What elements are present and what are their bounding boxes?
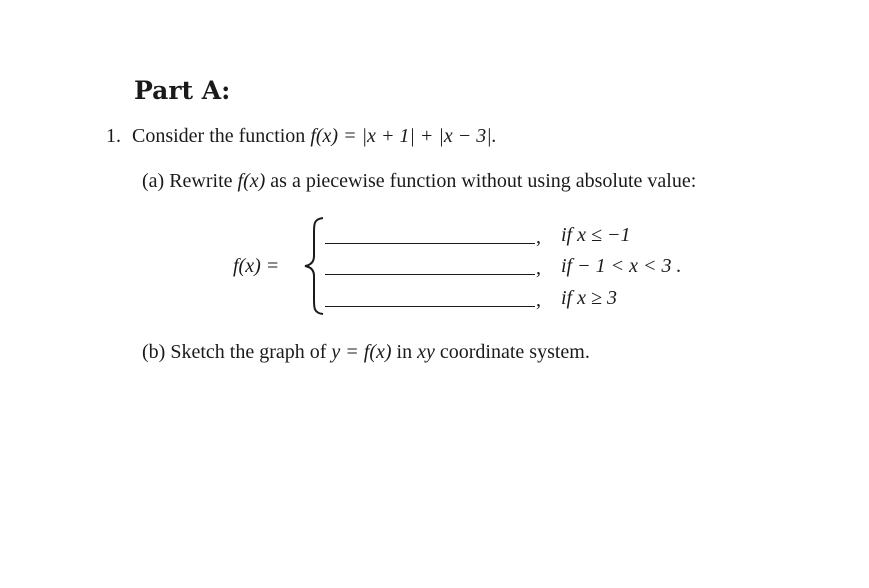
question-text: Consider the function	[132, 125, 306, 147]
row-2-comma: ,	[536, 257, 541, 279]
answer-blank-3[interactable]	[325, 306, 535, 307]
question-1	[106, 125, 497, 148]
part-a-fx: f(x)	[237, 170, 266, 192]
part-b-text-mid: in	[396, 341, 413, 363]
answer-blank-2[interactable]	[325, 274, 535, 275]
part-heading: Part A:	[134, 76, 231, 105]
part-b-prompt	[142, 341, 590, 364]
row-1-comma: ,	[536, 226, 541, 248]
row-3-condition: if x ≥ 3	[561, 287, 617, 309]
part-b-text-after: coordinate system.	[439, 341, 590, 363]
part-b-equation: y = f(x)	[331, 341, 392, 363]
row-1-condition: if x ≤ −1	[561, 224, 631, 246]
part-b-text-before: Sketch the graph of	[170, 341, 327, 363]
question-number: 1.	[106, 125, 121, 147]
part-a-text-after: as a piecewise function without using absolute value:	[270, 170, 697, 192]
left-brace	[303, 216, 325, 316]
part-b-xy: xy	[417, 341, 435, 363]
row-2-condition: if − 1 < x < 3 .	[561, 255, 682, 277]
part-b-label: (b)	[142, 341, 166, 363]
answer-blank-1[interactable]	[325, 243, 535, 244]
piecewise-lhs: f(x) =	[233, 255, 280, 277]
part-a-text-before: Rewrite	[169, 170, 233, 192]
row-3-comma: ,	[536, 289, 541, 311]
function-definition: f(x) = |x + 1| + |x − 3|.	[310, 125, 497, 147]
part-a-prompt	[142, 170, 696, 193]
part-a-label: (a)	[142, 170, 165, 192]
